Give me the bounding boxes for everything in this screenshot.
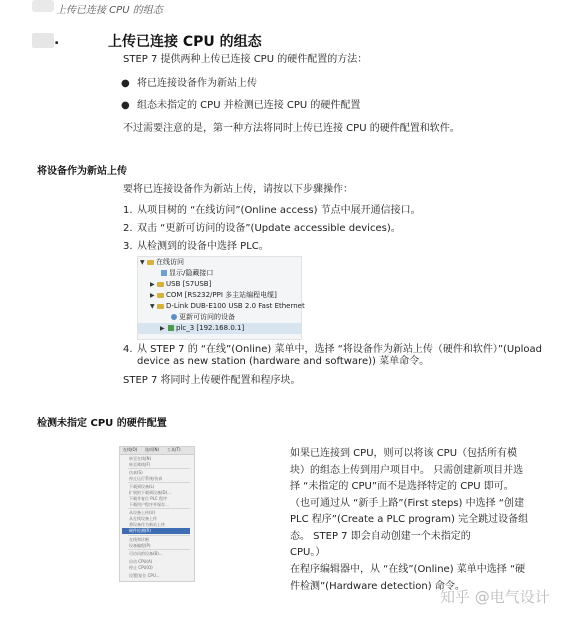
redacted-section-number bbox=[32, 33, 54, 48]
step-3: 从检测到的设备中选择 PLC。 bbox=[137, 241, 269, 252]
tree-row-plc3[interactable]: ▶ plc_3 [192.168.0.1] bbox=[138, 323, 301, 334]
menu-tab-online[interactable]: 在线(O) bbox=[123, 447, 138, 452]
section-intro: STEP 7 提供两种上传已连接 CPU 的硬件配置的方法： bbox=[123, 54, 368, 65]
plc-icon bbox=[168, 325, 174, 331]
menu-item[interactable]: 将设备作为新站上传 bbox=[129, 522, 165, 527]
tree-row-dlink[interactable]: ▼ D-Link DUB-E100 USB 2.0 Fast Ethernet bbox=[150, 302, 305, 310]
menu-tab-options[interactable]: 选项(N) bbox=[145, 447, 160, 452]
step-1: 从项目树的 “在线访问”(Online access) 节点中展开通信接口。 bbox=[137, 205, 421, 216]
folder-icon bbox=[157, 304, 164, 309]
menu-tab-tools[interactable]: 工具(T) bbox=[167, 447, 181, 452]
folder-icon bbox=[157, 293, 164, 298]
section-note: 不过需要注意的是，第一种方法将同时上传已连接 CPU 的硬件配置和软件。 bbox=[123, 123, 460, 134]
folder-icon bbox=[147, 260, 154, 265]
online-menu-screenshot bbox=[119, 446, 195, 582]
redacted-mark bbox=[32, 0, 54, 12]
bullet-dot: ● bbox=[121, 78, 130, 89]
bullet-dot: ● bbox=[121, 100, 130, 111]
section-number-dot: . bbox=[54, 32, 60, 48]
sub1-intro: 要将已连接设备作为新站上传，请按以下步骤操作： bbox=[123, 184, 353, 195]
menu-bar bbox=[120, 447, 194, 455]
tree-row-com[interactable]: ▶ COM [RS232/PPI 多主站编程电缆] bbox=[150, 291, 277, 299]
subsection-title-detect: 检测未指定 CPU 的硬件配置 bbox=[37, 418, 167, 429]
menu-item[interactable]: 转至离线(F) bbox=[129, 462, 151, 467]
step-4-line-2: device as new station (hardware and software)) 菜单命令。 bbox=[137, 356, 430, 367]
step-2: 双击 “更新可访问的设备”(Update accessible devices)。 bbox=[137, 223, 401, 234]
watermark: 知乎 @电气设计 bbox=[440, 588, 550, 606]
menu-item[interactable]: 下载到设备(L) bbox=[129, 484, 155, 489]
step-4-line-1: 从 STEP 7 的 “在线”(Online) 菜单中，选择 “将设备作为新站上传（硬件和软件）”(Upload bbox=[137, 344, 542, 355]
menu-item[interactable]: 在线和诊断 bbox=[129, 537, 149, 542]
menu-item-hardware-detection[interactable]: 硬件检测(R) bbox=[129, 528, 151, 533]
expand-triangle-icon[interactable]: ▼ bbox=[150, 303, 155, 310]
menu-item[interactable]: 停止 CPU(O) bbox=[129, 565, 153, 570]
menu-item[interactable]: 下载用户程序并保存... bbox=[129, 502, 169, 507]
sub2-para1: 如果已连接到 CPU，则可以将该 CPU（包括所有模 块）的组态上传到用户项目中。 只需创建新项目并选 择 “未指定的 CPU”而不是选择特定的 CPU 即可。 （也可通过从 “新手上路”(First steps) 中选择 “创建 PLC 程序”(Create a PLC program) 完全跳过设备组 态。 STEP 7 即会自动创建一个未指定的 CPU。） bbox=[290, 448, 529, 558]
menu-item[interactable]: 停止运行系统/仿真 bbox=[129, 476, 163, 481]
tree-row-show-interfaces[interactable]: 显示/隐藏接口 bbox=[138, 268, 301, 279]
interface-icon bbox=[161, 270, 167, 276]
online-access-tree bbox=[137, 256, 305, 340]
menu-item[interactable]: 设置/复位 CPU... bbox=[129, 573, 160, 578]
tree-row-online-access[interactable]: ▼ 在线访问 bbox=[140, 258, 184, 266]
step-number: 4. bbox=[123, 344, 133, 355]
bullet-2: 组态未指定的 CPU 并检测已连接 CPU 的硬件配置 bbox=[137, 100, 361, 111]
menu-item[interactable]: 设备编程(P) bbox=[129, 543, 151, 548]
collapse-triangle-icon[interactable]: ▶ bbox=[160, 325, 165, 332]
step-number: 1. bbox=[123, 205, 133, 216]
subsection-title-upload: 将设备作为新站上传 bbox=[37, 166, 127, 177]
menu-item[interactable]: 仿真(S) bbox=[129, 470, 143, 475]
running-header: 上传已连接 CPU 的组态 bbox=[56, 5, 163, 16]
sub1-outro: STEP 7 将同时上传硬件配置和程序块。 bbox=[123, 375, 301, 386]
expand-triangle-icon[interactable]: ▼ bbox=[140, 259, 145, 266]
folder-icon bbox=[157, 282, 164, 287]
tree-row-usb[interactable]: ▶ USB [S7USB] bbox=[150, 280, 212, 288]
sub2-para2: 在程序编辑器中，从 “在线”(Online) 菜单中选择 “硬 件检测”(Hardware detection) 命令。 bbox=[290, 564, 526, 592]
menu-item[interactable]: 转至在线(N) bbox=[129, 456, 152, 461]
bullet-1: 将已连接设备作为新站上传 bbox=[137, 78, 257, 89]
tree-row-update-devices[interactable]: 更新可访问的设备 bbox=[138, 312, 301, 323]
menu-item[interactable]: 从在线设备上传 bbox=[129, 516, 157, 521]
menu-item[interactable]: 启动 CPU(A) bbox=[129, 559, 153, 564]
collapse-triangle-icon[interactable]: ▶ bbox=[150, 281, 155, 288]
menu-item[interactable]: 可访问的设备(B)... bbox=[129, 551, 163, 556]
collapse-triangle-icon[interactable]: ▶ bbox=[150, 292, 155, 299]
menu-item[interactable]: 下载并复位 PLC 程序 bbox=[129, 496, 167, 501]
section-title: 上传已连接 CPU 的组态 bbox=[108, 34, 262, 50]
update-icon bbox=[171, 314, 177, 320]
menu-item[interactable]: 从设备上传(U) bbox=[129, 510, 156, 515]
step-number: 3. bbox=[123, 241, 133, 252]
step-number: 2. bbox=[123, 223, 133, 234]
menu-item[interactable]: 扩展的下载到设备(D)... bbox=[129, 490, 172, 495]
